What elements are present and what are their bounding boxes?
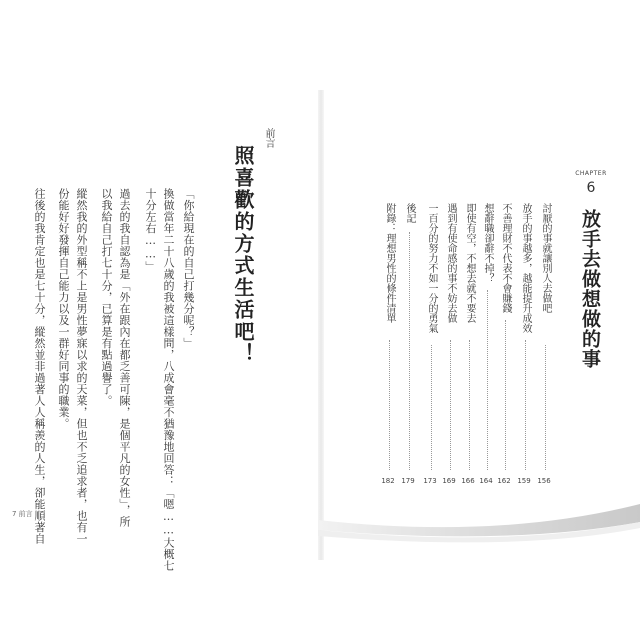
toc-page-number: 182 [381, 477, 395, 485]
toc-page-number: 166 [461, 477, 475, 485]
body-column: 十分左右……」 [144, 188, 157, 273]
toc-page-number: 162 [497, 477, 511, 485]
preface-title: 照喜歡的方式生活吧！ [231, 145, 255, 365]
toc-entry: 遇到有使命感的事不妨去做 [445, 203, 456, 323]
book-gutter [318, 90, 324, 560]
body-column: 以我給自己打七十分，已算是有點過譽了。 [100, 188, 113, 407]
toc-leader [409, 232, 410, 470]
body-column: 往後的我肯定也是七十分，縱然並非過著人人稱羨的人生，卻能順著自 [33, 188, 46, 545]
decorative-swoosh [318, 500, 640, 560]
toc-leader [431, 345, 432, 470]
toc-leader [389, 340, 390, 470]
body-column: 換做當年二十八歲的我被這樣問，八成會毫不猶豫地回答：「嗯……大概七 [162, 188, 175, 572]
toc-entry: 討厭的事就讓別人去做吧 [540, 203, 551, 313]
toc-entry: 一百分的努力不如一分的勇氣 [426, 203, 437, 333]
toc-entry: 想辭職卻辭不掉？ [482, 203, 493, 283]
toc-leader [505, 320, 506, 470]
toc-entry: 後記 [404, 203, 415, 223]
body-column: 縱然我的外型稱不上是男性夢寐以求的天菜，但也不乏追求者，也有一 [75, 188, 88, 545]
chapter-title: 放手去做想做的事 [579, 209, 601, 369]
toc-page-number: 159 [517, 477, 531, 485]
body-column: 「你給現在的自己打幾分呢？」 [182, 188, 195, 349]
preface-label: 前言 [263, 128, 274, 148]
toc-entry: 即使有空，不想去就不要去 [464, 203, 475, 323]
body-column: 份能好好發揮自己能力以及一群好同事的職業。 [57, 188, 70, 430]
toc-leader [450, 340, 451, 470]
toc-entry: 附錄：理想男性的條件清單 [384, 203, 395, 323]
toc-page-number: 173 [423, 477, 437, 485]
page-folio: 7 前言 [12, 510, 33, 518]
toc-leader [545, 345, 546, 470]
toc-page-number: 164 [479, 477, 493, 485]
toc-page-number: 169 [442, 477, 456, 485]
toc-entry: 放手的事越多，越能提升成效 [520, 203, 531, 333]
chapter-number: 6 [586, 180, 596, 196]
chapter-label: CHAPTER [575, 170, 607, 177]
body-column: 過去的我自認為是「外在跟內在都乏善可陳，是個平凡的女性」，所 [118, 188, 131, 528]
toc-leader [487, 290, 488, 470]
toc-leader [469, 340, 470, 470]
toc-leader [525, 340, 526, 470]
toc-page-number: 179 [401, 477, 415, 485]
toc-entry: 不善理財不代表不會賺錢 [500, 203, 511, 313]
toc-page-number: 156 [537, 477, 551, 485]
